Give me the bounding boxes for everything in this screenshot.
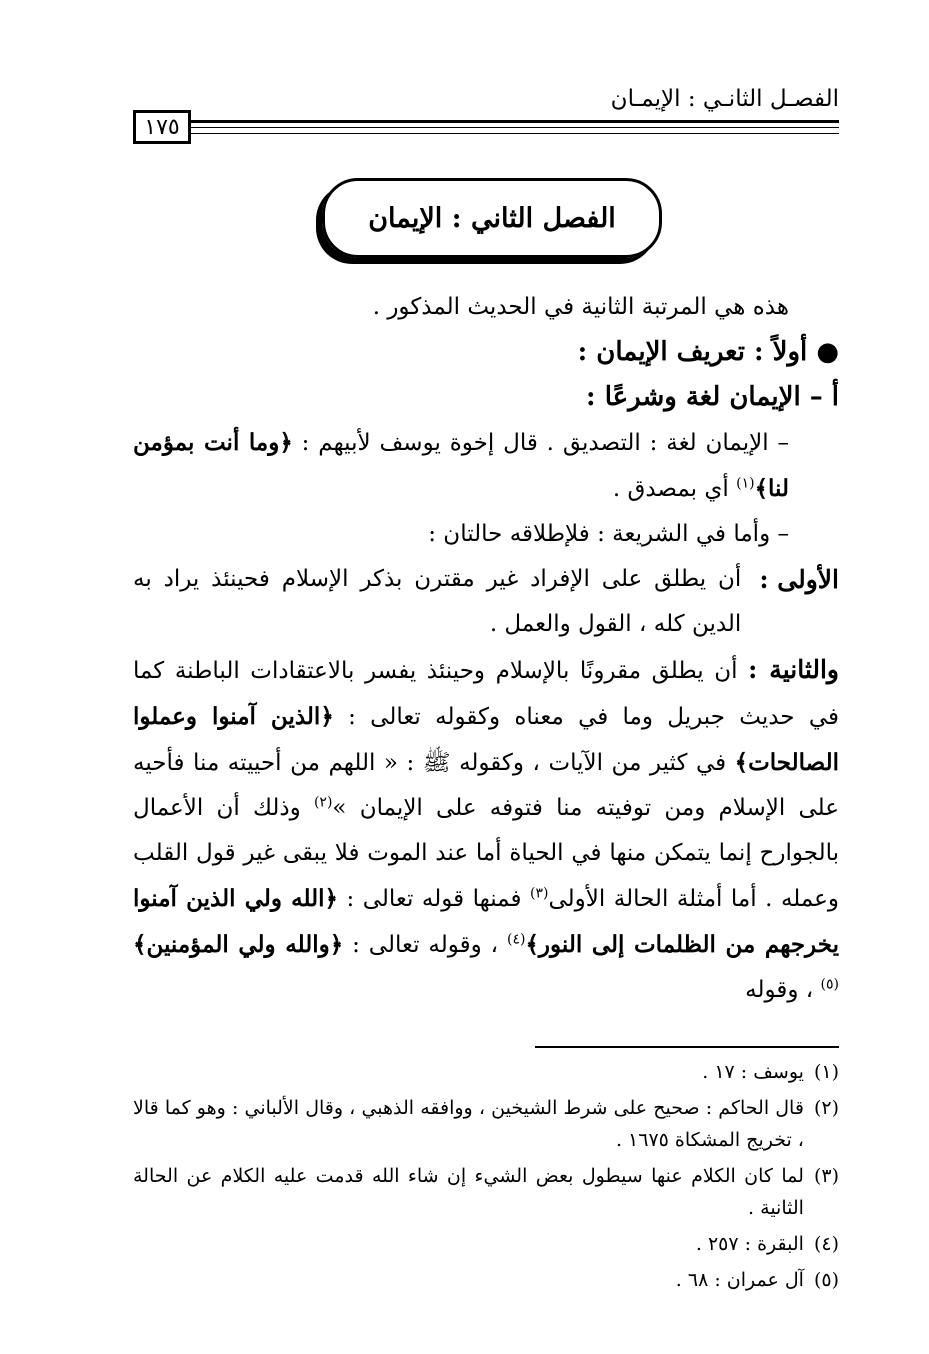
footnote-number: (٥) bbox=[813, 1269, 839, 1291]
footnote-text: البقرة : ٢٥٧ . bbox=[695, 1233, 804, 1255]
second-text-d: فمنها قوله تعالى : bbox=[338, 886, 530, 912]
footnotes bbox=[133, 1056, 839, 1300]
second-text-b: في كثير من الآيات ، وكقوله ﷺ : « اللهم من أحييته منا فأحيه على الإسلام ومن توفيته منا فتوفه على الإيمان » bbox=[133, 750, 839, 821]
footnote-ref-3: (٣) bbox=[529, 885, 549, 902]
footnote bbox=[133, 1092, 839, 1156]
quran-quote-1: ﴿وما أنت بمؤمن لنا﴾ bbox=[133, 429, 789, 502]
subheading: أ – الإيمان لغة وشرعًا : bbox=[586, 382, 839, 412]
quran-quote-3: ﴿الله ولي الذين آمنوا يخرجهم من الظلمات إلى النور﴾ bbox=[133, 885, 839, 958]
header-rule bbox=[190, 120, 839, 134]
second-text-c: وذلك أن الأعمال بالجوارح إنما يتمكن منها في الحياة أما عند الموت فلا يبقى غير قول القلب وعمله . أما أمثلة الحالة الأولى bbox=[133, 795, 840, 912]
footnote-rule bbox=[535, 1046, 839, 1048]
second-text-a: أن يطلق مقرونًا بالإسلام وحينئذ يفسر بالاعتقادات الباطنة كما في حديث جبريل وما في معناه وكقوله تعالى : bbox=[133, 658, 839, 730]
footnote-text: لما كان الكلام عنها سيطول بعض الشيء إن شاء الله قدمت عليه الكلام عن الحالة الثانية . bbox=[133, 1165, 804, 1219]
quran-quote-4: ﴿والله ولي المؤمنين﴾ bbox=[133, 931, 344, 958]
p1-text-b: أي بمصدق . bbox=[612, 476, 737, 502]
paragraph-legal-definition: – وأما في الشريعة : فلإطلاقه حالتان : bbox=[428, 521, 789, 547]
second-text-e: ، وقوله تعالى : bbox=[343, 932, 507, 958]
footnote bbox=[133, 1264, 839, 1296]
footnote-number: (٣) bbox=[813, 1165, 839, 1187]
p1-text-a: – الإيمان لغة : التصديق . قال إخوة يوسف لأبيهم : bbox=[292, 430, 789, 456]
body-text bbox=[133, 285, 839, 1013]
footnote-ref-2: (٢) bbox=[313, 794, 333, 811]
chapter-title: الفصل الثاني : الإيمان bbox=[368, 202, 616, 234]
running-header-title: الفصـل الثانـي : الإيمـان bbox=[610, 86, 839, 112]
footnote-ref-5: (٥) bbox=[820, 976, 839, 993]
first-case-label: الأولى : bbox=[759, 565, 839, 594]
footnote-text: قال الحاكم : صحيح على شرط الشيخين ، ووافقه الذهبي ، وقال الألباني : وهو كما قالا ، تخريج المشكاة ١٦٧٥ . bbox=[133, 1097, 804, 1151]
first-case bbox=[133, 557, 839, 647]
page-number: ١٧٥ bbox=[133, 110, 191, 144]
footnote-text: يوسف : ١٧ . bbox=[702, 1061, 804, 1083]
second-case-paragraph bbox=[133, 647, 839, 1013]
first-case-text: أن يطلق على الإفراد غير مقترن بذكر الإسلام فحينئذ يراد به الدين كله ، القول والعمل . bbox=[133, 566, 742, 637]
footnote-number: (٢) bbox=[813, 1097, 839, 1119]
second-text-f: ، وقوله bbox=[745, 977, 821, 1003]
section-heading: ● أولاً : تعريف الإيمان : bbox=[577, 337, 839, 367]
footnote-ref-4: (٤) bbox=[506, 931, 526, 948]
paragraph-linguistic-definition bbox=[133, 420, 839, 512]
footnote-ref-1: (١) bbox=[736, 475, 755, 492]
footnote bbox=[133, 1056, 839, 1088]
chapter-title-frame bbox=[322, 178, 662, 258]
footnote bbox=[133, 1160, 839, 1224]
footnote-number: (١) bbox=[813, 1061, 839, 1083]
footnote bbox=[133, 1228, 839, 1260]
quran-quote-2: ﴿الذين آمنوا وعملوا الصالحات﴾ bbox=[133, 703, 839, 776]
intro-paragraph: هذه هي المرتبة الثانية في الحديث المذكور . bbox=[372, 294, 789, 320]
footnote-number: (٤) bbox=[813, 1233, 839, 1255]
second-case-label: والثانية : bbox=[748, 655, 839, 684]
footnote-text: آل عمران : ٦٨ . bbox=[675, 1269, 804, 1291]
